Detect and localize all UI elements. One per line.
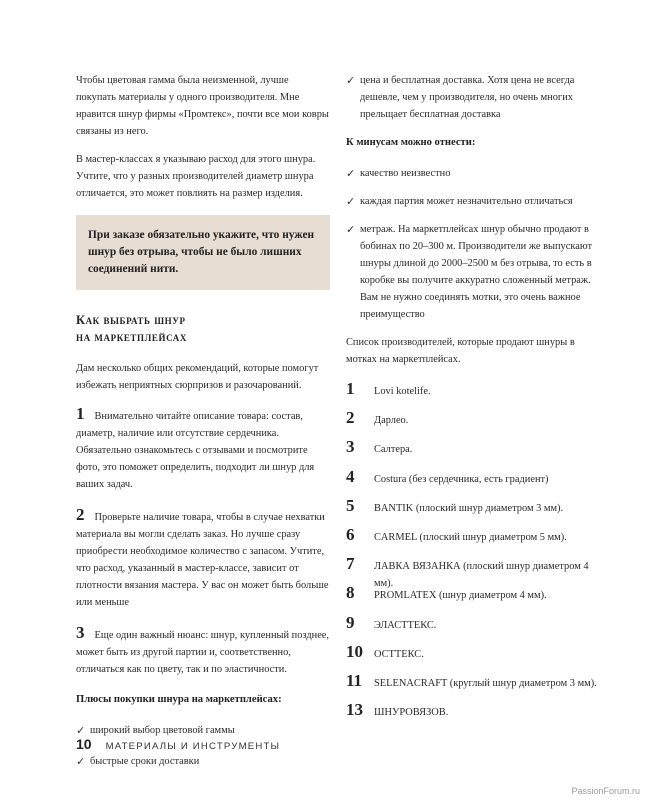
manufacturer-name: ШНУРОВЯЗОВ.	[374, 707, 449, 719]
pros-item	[346, 72, 606, 123]
tip-number: 2	[76, 505, 85, 524]
manufacturer-item	[346, 643, 606, 672]
manufacturers-intro: Список производителей, которые продают шнуры в мотках на маркетплейсах.	[346, 337, 575, 365]
cons-item	[346, 165, 606, 182]
intro-paragraph-2: В мастер-классах я указываю расход для этого шнура. Учтите, что у разных производителей диаметр шнура отличается, это может повлиять на размер изделия.	[76, 154, 316, 199]
page-number: 10	[76, 736, 92, 752]
manufacturer-number: 10	[346, 641, 363, 661]
checkmark-icon: ✓	[76, 755, 86, 768]
running-title: МАТЕРИАЛЫ И ИНСТРУМЕНТЫ	[105, 741, 281, 752]
section-heading-line2: на маркетплейсах	[76, 330, 187, 344]
manufacturer-name: PROMLATEX (шнур диаметром 4 мм).	[374, 590, 547, 602]
tip-text: Еще один важный нюанс: шнур, купленный позднее, может быть из другой партии и, соответственно, отличаться как по цвету, так и по эластичности.	[76, 630, 330, 675]
cons-title: К минусам можно отнести:	[346, 137, 476, 148]
manufacturer-number: 4	[346, 466, 355, 486]
manufacturer-name: ОСТТЕКС.	[374, 648, 424, 660]
watermark: PassionForum.ru	[571, 786, 640, 796]
manufacturer-item	[346, 468, 606, 497]
tip-number: 3	[76, 623, 85, 642]
manufacturer-item	[346, 497, 606, 526]
pros-item-text: цена и бесплатная доставка. Хотя цена не всегда дешевле, чем у производителя, но очень многих прельщает бесплатная доставка	[360, 75, 575, 120]
checkmark-icon: ✓	[346, 195, 356, 208]
tip-item	[76, 506, 330, 611]
pros-item	[76, 753, 330, 770]
tip-text: Внимательно читайте описание товара: состав, диаметр, наличие или отсутствие сердечника. Обязательно ознакомьтесь с отзывами и посмотрите фото, это поможет определить, подходит ли шнур для ваших задач.	[76, 411, 315, 490]
manufacturer-number: 7	[346, 554, 355, 574]
section-heading	[76, 312, 330, 346]
tip-item	[76, 405, 330, 493]
manufacturer-number: 2	[346, 408, 355, 428]
manufacturer-item	[346, 701, 606, 730]
checkmark-icon: ✓	[346, 74, 356, 87]
recommendations-intro: Дам несколько общих рекомендаций, которые помогут избежать неприятных сюрпризов и разочарований.	[76, 363, 319, 391]
manufacturer-number: 3	[346, 437, 355, 457]
cons-item	[346, 221, 606, 323]
callout-box: При заказе обязательно укажите, что нужен шнур без отрыва, чтобы не было лишних соединений нити.	[76, 215, 330, 290]
manufacturer-item	[346, 554, 606, 590]
manufacturer-name: ЭЛАСТТЕКС.	[374, 619, 437, 631]
tip-number: 1	[76, 404, 85, 423]
pros-title: Плюсы покупки шнура на маркетплейсах:	[76, 694, 282, 705]
manufacturer-item	[346, 672, 606, 701]
cons-item-text: метраж. На маркетплейсах шнур обычно продают в бобинах по 20–300 м. Производители же выпускают шнуры длиной до 2000–2500 м без отрыва, то есть в коробке вы получите аккуратно сложенный метраж. Вам не нужно соединять мотки, это очень важное преимущество	[360, 224, 592, 320]
intro-paragraph-1: Чтобы цветовая гамма была неизменной, лучше покупать материалы у одного производителя. Мне нравится шнур фирмы «Промтекс», почти все мои ковры связаны из него.	[76, 75, 329, 137]
manufacturer-name: Costura (без сердечника, есть градиент)	[374, 473, 549, 485]
checkmark-icon: ✓	[76, 724, 86, 737]
right-column	[346, 72, 606, 730]
manufacturer-number: 9	[346, 612, 355, 632]
page-footer	[76, 736, 280, 752]
cons-item-text: каждая партия может незначительно отличаться	[360, 196, 573, 207]
left-column	[76, 72, 330, 784]
pros-item-text: широкий выбор цветовой гаммы	[90, 725, 235, 736]
manufacturer-name: SELENACRAFT (круглый шнур диаметром 3 мм).	[374, 677, 597, 689]
manufacturer-name: Салтера.	[374, 444, 413, 456]
pros-item-text: быстрые сроки доставки	[90, 756, 200, 767]
manufacturer-number: 8	[346, 583, 355, 603]
manufacturer-name: Дарлео.	[374, 415, 409, 427]
manufacturer-item	[346, 526, 606, 555]
manufacturer-number: 1	[346, 379, 355, 398]
manufacturer-name: ЛАВКА ВЯЗАНКА (плоский шнур диаметром 4 мм).	[374, 561, 589, 590]
manufacturer-name: CARMEL (плоский шнур диаметром 5 мм).	[374, 531, 567, 543]
manufacturer-item	[346, 614, 606, 643]
manufacturer-number: 6	[346, 524, 355, 544]
checkmark-icon: ✓	[346, 223, 356, 236]
manufacturer-number: 13	[346, 700, 363, 720]
section-heading-line1: Как выбрать шнур	[76, 313, 186, 327]
tip-text: Проверьте наличие товара, чтобы в случае нехватки материала вы могли сделать заказ. Но лучше сразу приобрести необходимое количество с запасом. Учтите, что расход, указанный в мастер-классе, зависит от плотности вязания мастера. У вас он может быть больше или меньше	[76, 512, 329, 608]
manufacturer-number: 11	[346, 670, 363, 690]
manufacturer-item	[346, 380, 606, 409]
manufacturer-item	[346, 409, 606, 438]
manufacturers-list	[346, 380, 606, 730]
checkmark-icon: ✓	[346, 167, 356, 180]
tip-item	[76, 624, 330, 678]
manufacturer-item	[346, 438, 606, 467]
manufacturer-name: BANTIK (плоский шнур диаметром 3 мм).	[374, 502, 564, 514]
manufacturer-name: Lovi kotelife.	[374, 386, 431, 397]
manufacturer-number: 5	[346, 495, 355, 515]
cons-item	[346, 193, 606, 210]
cons-item-text: качество неизвестно	[360, 168, 451, 179]
